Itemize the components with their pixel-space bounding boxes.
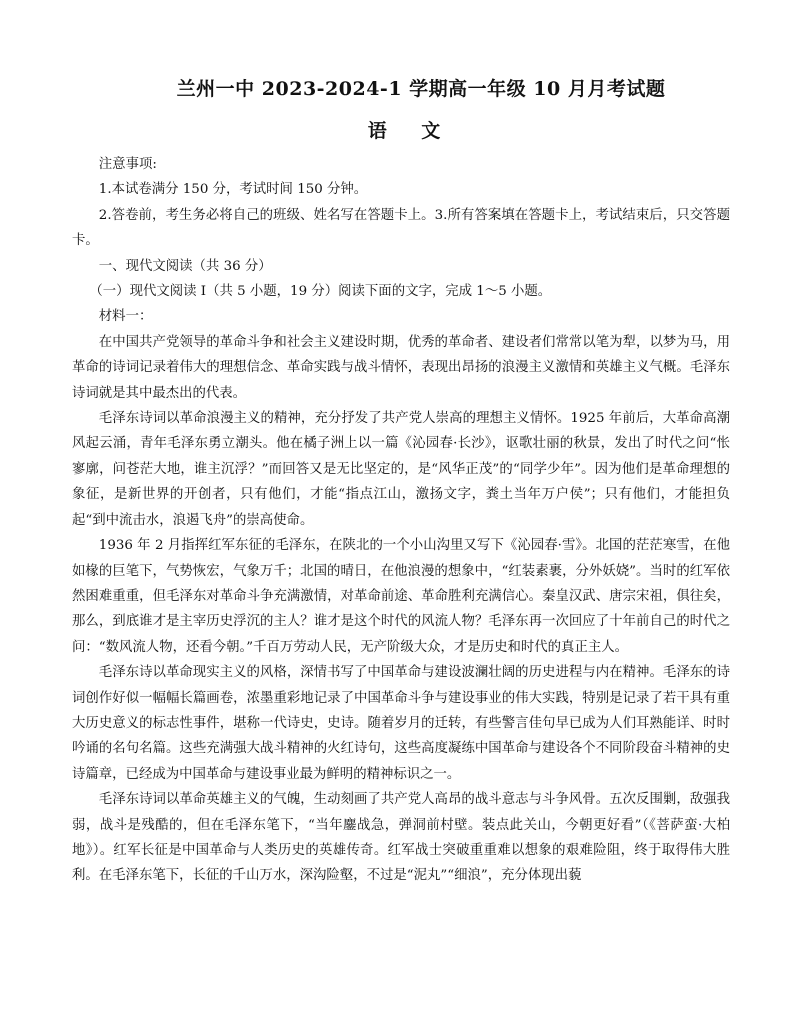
notice-heading: 注意事项: [98, 157, 157, 172]
paragraph: 毛泽东诗词以革命浪漫主义的精神，充分抒发了共产党人崇高的理想主义情怀。1925 年前后，大革命高潮风起云涌，青年毛泽东勇立潮头。他在橘子洲上以一篇《沁园春·长沙》，讴歌壮丽的秋景，发出了时代之问“怅寥廓，问苍茫大地，谁主沉浮？”而回答又是无比坚定的，是“风华正茂”的“同学少年”。因为他们是革命理想的象征，是新世界的开创者，只有他们，才能“指点江山，激扬文字，粪土当年万户侯”；只有他们，才能担负起“到中流击水，浪遏飞舟”的崇高使命。 [72, 411, 730, 528]
notice-item-1: 1.本试卷满分 150 分，考试时间 150 分钟。 [98, 182, 368, 198]
section-heading: 一、现代文阅读（共 36 分） [98, 258, 272, 274]
exam-content [72, 152, 730, 889]
subject-title: 语 文 [367, 120, 455, 142]
paragraph: 毛泽东诗词以革命英雄主义的气魄，生动刻画了共产党人高昂的战斗意志与斗争风骨。五次反围剿，敌强我弱，战斗是残酷的，但在毛泽东笔下，“当年鏖战急，弹洞前村壁。装点此关山，今朝更好看”（《菩萨蛮·大柏地》）。红军长征是中国革命与人类历史的英雄传奇。红军战士突破重重难以想象的艰难险阻，终于取得伟大胜利。在毛泽东笔下，长征的千山万水，深沟险壑，不过是“泥丸”“细浪”，充分体现出藐 [72, 792, 730, 884]
subsection-heading: （一）现代文阅读 I（共 5 小题，19 分）阅读下面的文字，完成 1～5 小题。 [89, 284, 552, 300]
notice-item-2: 2.答卷前，考生务必将自己的班级、姓名写在答题卡上。3.所有答案填在答题卡上，考试结束后，只交答题卡。 [72, 207, 730, 249]
paragraph: 在中国共产党领导的革命斗争和社会主义建设时期，优秀的革命者、建设者们常常以笔为犁，以梦为马，用革命的诗词记录着伟大的理想信念、革命实践与战斗情怀，表现出昂扬的浪漫主义激情和英雄主义气概。毛泽东诗词就是其中最杰出的代表。 [72, 334, 730, 401]
paragraph: 毛泽东诗以革命现实主义的风格，深情书写了中国革命与建设波澜壮阔的历史进程与内在精神。毛泽东的诗词创作好似一幅幅长篇画卷，浓墨重彩地记录了中国革命斗争与建设事业的伟大实践，特别是记录了若干具有重大历史意义的标志性事件，堪称一代诗史，史诗。随着岁月的迁转，有些警言佳句早已成为人们耳熟能详、时时吟诵的名句名篇。这些充满强大战斗精神的火红诗句，这些高度凝练中国革命与建设各个不同阶段奋斗精神的史诗篇章，已经成为中国革命与建设事业最为鲜明的精神标识之一。 [72, 665, 730, 782]
paragraph: 1936 年 2 月指挥红军东征的毛泽东，在陕北的一个小山沟里又写下《沁园春·雪》。北国的茫茫寒雪，在他如椽的巨笔下，气势恢宏，气象万千；北国的晴日，在他浪漫的想象中，“红装素裹，分外妖娆”。当时的红军依然困难重重，但毛泽东对革命斗争充满激情，对革命前途、革命胜利充满信心。秦皇汉武、唐宗宋祖，俱往矣，那么，到底谁才是主宰历史浮沉的主人？谁才是这个时代的风流人物？毛泽东再一次回应了十年前自己的时代之问：“数风流人物，还看今朝。”千百万劳动人民，无产阶级大众，才是历史和时代的真正主人。 [72, 538, 730, 655]
material-label: 材料一： [98, 309, 153, 325]
exam-title: 兰州一中 2023-2024-1 学期高一年级 10 月月考试题 [176, 78, 666, 100]
